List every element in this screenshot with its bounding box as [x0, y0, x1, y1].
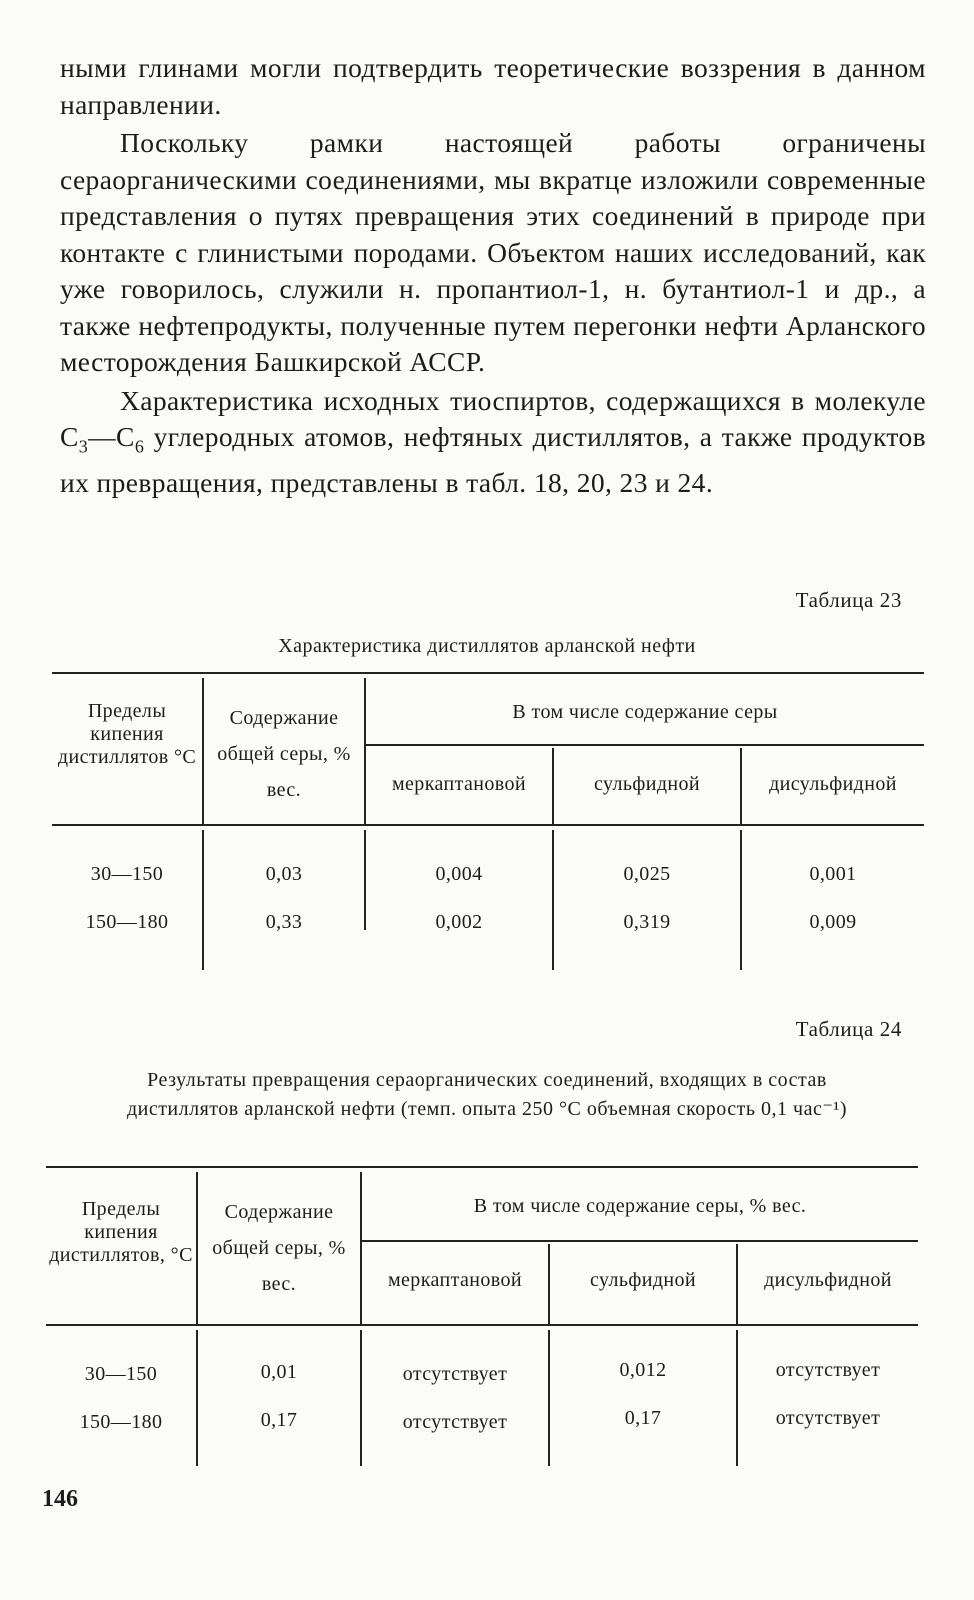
table-24-label: Таблица 24: [795, 1017, 902, 1041]
column-divider: [736, 1330, 738, 1466]
table-23-row-2-total: 0,33: [265, 911, 303, 933]
table-23-row-1-range: 30—150: [90, 863, 164, 885]
table-23-row-1-total: 0,03: [265, 863, 303, 885]
table-23-row-1-disulfide: 0,001: [809, 863, 857, 885]
table-24-row-1-range: 30—150: [84, 1363, 158, 1385]
table-23-caption: Характеристика дистиллятов арланской нефти: [278, 635, 696, 657]
header-disulfide: дисульфидной: [764, 1269, 892, 1291]
page-number: 146: [42, 1486, 78, 1512]
body-text: [60, 50, 926, 502]
header-sulfur-group: В том числе содержание серы: [512, 701, 778, 723]
column-divider: [202, 678, 204, 824]
table-24-row-1-mercaptan: отсутствует: [402, 1363, 508, 1385]
paragraph-3-part-a: Характеристика исходных тиоспиртов, содержащихся в молекуле С: [60, 384, 926, 452]
header-mercaptan: меркаптановой: [387, 1269, 523, 1291]
paragraph-3: [60, 383, 926, 502]
header-sulfur-group: В том числе содержание серы, % вес.: [473, 1195, 807, 1217]
column-divider: [202, 830, 204, 970]
table-24: [46, 1166, 918, 1470]
table-24-row-1-total: 0,01: [260, 1361, 298, 1383]
table-24-row-1-disulfide: отсутствует: [775, 1359, 881, 1381]
subscript-6: 6: [134, 436, 145, 457]
table-23-row-2-sulfide: 0,319: [623, 911, 671, 933]
subscript-3: 3: [78, 436, 89, 457]
table-23-row-2-range: 150—180: [85, 911, 169, 933]
column-divider: [552, 830, 554, 970]
table-top-rule: [46, 1166, 918, 1168]
header-sulfide: сульфидной: [589, 1269, 697, 1291]
column-divider: [196, 1172, 198, 1324]
table-24-row-2-disulfide: отсутствует: [775, 1407, 881, 1429]
table-24-row-2-mercaptan: отсутствует: [402, 1411, 508, 1433]
header-disulfide: дисульфидной: [769, 773, 897, 795]
table-24-caption: Результаты превращения сераорганических соединений, входящих в состав дистиллятов арланской нефти (темп. опыта 250 °С объемная скорость 0,1 час⁻¹): [126, 1069, 848, 1120]
header-mercaptan: меркаптановой: [391, 773, 527, 795]
table-23-row-1-sulfide: 0,025: [623, 863, 671, 885]
header-sub-rule: [364, 744, 924, 746]
column-divider: [548, 1330, 550, 1466]
table-23-row-2-disulfide: 0,009: [809, 911, 857, 933]
header-boiling-range: Пределы кипения дистиллятов °С: [57, 700, 197, 768]
paragraph-3-part-b: —С: [88, 421, 135, 452]
table-24-row-1-sulfide: 0,012: [619, 1359, 667, 1381]
header-total-sulfur: Содержание общей серы, % вес.: [217, 707, 351, 801]
table-24-row-2-sulfide: 0,17: [624, 1407, 662, 1429]
header-sulfide: сульфидной: [593, 773, 701, 795]
table-24-row-2-range: 150—180: [79, 1411, 163, 1433]
column-divider: [740, 830, 742, 970]
table-24-row-2-total: 0,17: [260, 1409, 298, 1431]
table-23-label: Таблица 23: [795, 588, 902, 612]
paragraph-2: Поскольку рамки настоящей работы ограничены сераорганическими соединениями, мы вкратце изложили современные представления о путях превращения этих соединений в природе при контакте с глинистыми породами. Объектом наших исследований, как уже говорилось, служили н. пропантиол-1, н. бутантиол-1 и др., а также нефтепродукты, полученные путем перегонки нефти Арланского месторождения Башкирской АССР.: [60, 127, 926, 377]
header-total-sulfur: Содержание общей серы, % вес.: [212, 1201, 346, 1295]
header-bottom-rule: [52, 824, 924, 826]
paragraph-3-part-c: углеродных атомов, нефтяных дистиллятов, а также продуктов их превращения, представлены в табл. 18, 20, 23 и 24.: [60, 421, 926, 498]
table-23-row-1-mercaptan: 0,004: [435, 863, 483, 885]
table-top-rule: [52, 672, 924, 674]
header-boiling-range: Пределы кипения дистиллятов, °С: [49, 1198, 193, 1266]
header-sub-rule: [362, 1240, 918, 1242]
header-bottom-rule: [46, 1324, 918, 1326]
paragraph-1: ными глинами могли подтвердить теоретические воззрения в данном направлении.: [60, 52, 926, 120]
table-23-row-2-mercaptan: 0,002: [435, 911, 483, 933]
table-23: [52, 672, 924, 972]
column-divider: [196, 1330, 198, 1466]
column-divider: [360, 1330, 362, 1466]
